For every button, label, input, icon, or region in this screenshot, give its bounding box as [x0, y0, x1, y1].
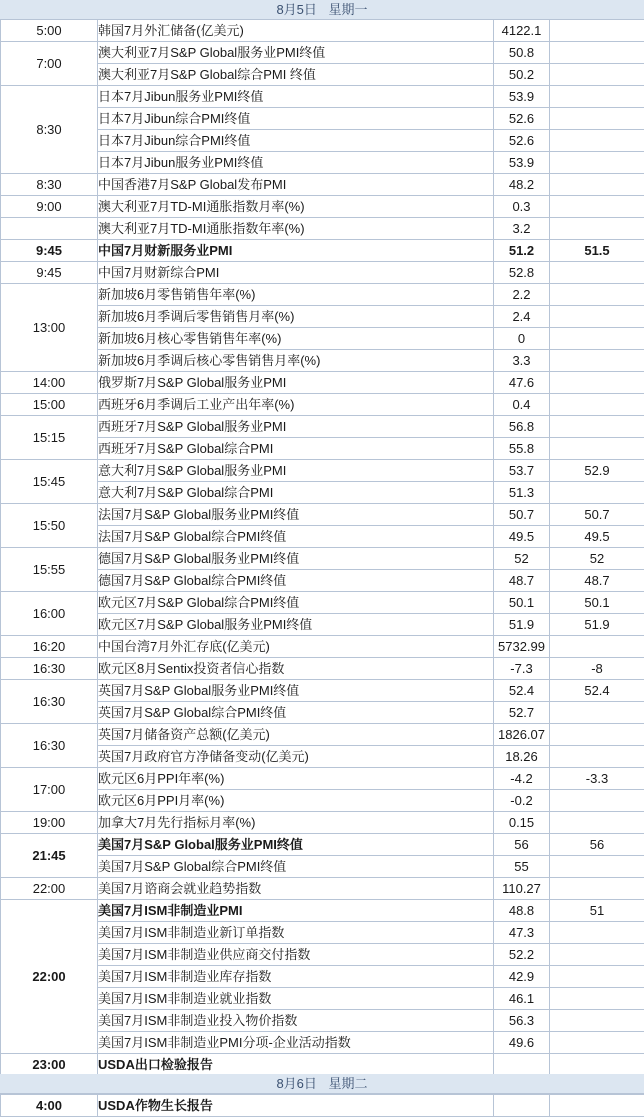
- event-cell: USDA作物生长报告: [98, 1095, 494, 1117]
- event-cell: 德国7月S&P Global综合PMI终值: [98, 570, 494, 592]
- time-cell: 16:00: [1, 592, 98, 636]
- forecast-value-cell: [550, 284, 644, 306]
- event-cell: 美国7月谘商会就业趋势指数: [98, 878, 494, 900]
- actual-value-cell: 53.9: [494, 152, 550, 174]
- forecast-value-cell: 52: [550, 548, 644, 570]
- forecast-value-cell: [550, 196, 644, 218]
- forecast-value-cell: [550, 878, 644, 900]
- actual-value-cell: 56.8: [494, 416, 550, 438]
- day-date: 8月6日: [276, 1076, 316, 1091]
- forecast-value-cell: 52.9: [550, 460, 644, 482]
- forecast-value-cell: [550, 812, 644, 834]
- table-row: [1, 1010, 644, 1032]
- actual-value-cell: 52.6: [494, 108, 550, 130]
- event-cell: 新加坡6月季调后零售销售月率(%): [98, 306, 494, 328]
- forecast-value-cell: [550, 64, 644, 86]
- table-row: [1, 944, 644, 966]
- table-row: [1, 548, 644, 570]
- table-row: [1, 152, 644, 174]
- table-row: [1, 526, 644, 548]
- table-row: [1, 1095, 644, 1117]
- table-row: [1, 218, 644, 240]
- forecast-value-cell: [550, 1010, 644, 1032]
- time-cell: 19:00: [1, 812, 98, 834]
- time-cell: 23:00: [1, 1054, 98, 1076]
- actual-value-cell: 2.2: [494, 284, 550, 306]
- forecast-value-cell: [550, 1032, 644, 1054]
- forecast-value-cell: 51: [550, 900, 644, 922]
- calendar-table-aug6: [0, 1094, 644, 1117]
- event-cell: 西班牙7月S&P Global综合PMI: [98, 438, 494, 460]
- time-cell: 16:30: [1, 724, 98, 768]
- actual-value-cell: 51.3: [494, 482, 550, 504]
- time-cell: 15:55: [1, 548, 98, 592]
- actual-value-cell: 52.2: [494, 944, 550, 966]
- forecast-value-cell: [550, 724, 644, 746]
- forecast-value-cell: 51.9: [550, 614, 644, 636]
- table-row: [1, 966, 644, 988]
- event-cell: 美国7月S&P Global服务业PMI终值: [98, 834, 494, 856]
- forecast-value-cell: [550, 966, 644, 988]
- forecast-value-cell: 51.5: [550, 240, 644, 262]
- table-row: [1, 856, 644, 878]
- table-row: [1, 196, 644, 218]
- event-cell: 中国香港7月S&P Global发布PMI: [98, 174, 494, 196]
- event-cell: 法国7月S&P Global服务业PMI终值: [98, 504, 494, 526]
- actual-value-cell: 51.9: [494, 614, 550, 636]
- event-cell: 西班牙6月季调后工业产出年率(%): [98, 394, 494, 416]
- table-row: [1, 988, 644, 1010]
- time-cell: 15:00: [1, 394, 98, 416]
- table-row: [1, 174, 644, 196]
- actual-value-cell: 52: [494, 548, 550, 570]
- table-row: [1, 328, 644, 350]
- forecast-value-cell: -3.3: [550, 768, 644, 790]
- time-cell: 21:45: [1, 834, 98, 878]
- actual-value-cell: 110.27: [494, 878, 550, 900]
- forecast-value-cell: [550, 306, 644, 328]
- event-cell: 美国7月S&P Global综合PMI终值: [98, 856, 494, 878]
- event-cell: USDA出口检验报告: [98, 1054, 494, 1076]
- forecast-value-cell: 49.5: [550, 526, 644, 548]
- day-weekday: 星期二: [329, 1076, 368, 1091]
- forecast-value-cell: [550, 86, 644, 108]
- event-cell: 美国7月ISM非制造业就业指数: [98, 988, 494, 1010]
- calendar-table-aug5: [0, 19, 644, 1076]
- forecast-value-cell: [550, 790, 644, 812]
- event-cell: 德国7月S&P Global服务业PMI终值: [98, 548, 494, 570]
- actual-value-cell: 50.7: [494, 504, 550, 526]
- table-row: [1, 702, 644, 724]
- time-cell: 14:00: [1, 372, 98, 394]
- forecast-value-cell: [550, 350, 644, 372]
- table-row: [1, 724, 644, 746]
- time-cell: 8:30: [1, 174, 98, 196]
- event-cell: 法国7月S&P Global综合PMI终值: [98, 526, 494, 548]
- table-row: [1, 240, 644, 262]
- table-row: [1, 416, 644, 438]
- actual-value-cell: 49.5: [494, 526, 550, 548]
- table-row: [1, 900, 644, 922]
- table-row: [1, 86, 644, 108]
- forecast-value-cell: [550, 218, 644, 240]
- event-cell: 新加坡6月零售销售年率(%): [98, 284, 494, 306]
- event-cell: 新加坡6月季调后核心零售销售月率(%): [98, 350, 494, 372]
- forecast-value-cell: [550, 746, 644, 768]
- day-weekday: 星期一: [329, 2, 368, 17]
- forecast-value-cell: [550, 636, 644, 658]
- event-cell: 中国7月财新综合PMI: [98, 262, 494, 284]
- forecast-value-cell: 48.7: [550, 570, 644, 592]
- table-row: [1, 504, 644, 526]
- actual-value-cell: 55.8: [494, 438, 550, 460]
- event-cell: 英国7月储备资产总额(亿美元): [98, 724, 494, 746]
- event-cell: 英国7月S&P Global服务业PMI终值: [98, 680, 494, 702]
- actual-value-cell: 49.6: [494, 1032, 550, 1054]
- forecast-value-cell: [550, 328, 644, 350]
- event-cell: 欧元区6月PPI月率(%): [98, 790, 494, 812]
- actual-value-cell: 0.15: [494, 812, 550, 834]
- table-row: [1, 372, 644, 394]
- event-cell: 日本7月Jibun服务业PMI终值: [98, 86, 494, 108]
- actual-value-cell: 50.1: [494, 592, 550, 614]
- event-cell: 澳大利亚7月TD-MI通胀指数月率(%): [98, 196, 494, 218]
- time-cell: 4:00: [1, 1095, 98, 1117]
- time-cell: 22:00: [1, 900, 98, 1054]
- table-row: [1, 1032, 644, 1054]
- actual-value-cell: [494, 1054, 550, 1076]
- table-row: [1, 790, 644, 812]
- forecast-value-cell: [550, 108, 644, 130]
- forecast-value-cell: [550, 42, 644, 64]
- table-row: [1, 658, 644, 680]
- forecast-value-cell: [550, 174, 644, 196]
- actual-value-cell: 0.4: [494, 394, 550, 416]
- time-cell: 15:45: [1, 460, 98, 504]
- actual-value-cell: [494, 1095, 550, 1117]
- actual-value-cell: 0: [494, 328, 550, 350]
- actual-value-cell: 0.3: [494, 196, 550, 218]
- actual-value-cell: 51.2: [494, 240, 550, 262]
- actual-value-cell: -0.2: [494, 790, 550, 812]
- time-cell: 13:00: [1, 284, 98, 372]
- actual-value-cell: 48.7: [494, 570, 550, 592]
- event-cell: 中国台湾7月外汇存底(亿美元): [98, 636, 494, 658]
- table-row: [1, 592, 644, 614]
- forecast-value-cell: [550, 856, 644, 878]
- event-cell: 欧元区6月PPI年率(%): [98, 768, 494, 790]
- actual-value-cell: 2.4: [494, 306, 550, 328]
- forecast-value-cell: [550, 922, 644, 944]
- table-row: [1, 130, 644, 152]
- actual-value-cell: 52.6: [494, 130, 550, 152]
- event-cell: 新加坡6月核心零售销售年率(%): [98, 328, 494, 350]
- day-date: 8月5日: [276, 2, 316, 17]
- event-cell: 欧元区7月S&P Global服务业PMI终值: [98, 614, 494, 636]
- table-row: [1, 614, 644, 636]
- time-cell: 9:45: [1, 240, 98, 262]
- time-cell: 16:30: [1, 658, 98, 680]
- actual-value-cell: 3.3: [494, 350, 550, 372]
- table-row: [1, 922, 644, 944]
- actual-value-cell: 5732.99: [494, 636, 550, 658]
- day-header-aug6: [0, 1074, 644, 1094]
- day-header-aug5: [0, 0, 644, 20]
- forecast-value-cell: [550, 372, 644, 394]
- event-cell: 日本7月Jibun服务业PMI终值: [98, 152, 494, 174]
- table-row: [1, 64, 644, 86]
- table-row: [1, 262, 644, 284]
- event-cell: 意大利7月S&P Global综合PMI: [98, 482, 494, 504]
- event-cell: 美国7月ISM非制造业PMI: [98, 900, 494, 922]
- forecast-value-cell: 50.7: [550, 504, 644, 526]
- forecast-value-cell: [550, 944, 644, 966]
- event-cell: 日本7月Jibun综合PMI终值: [98, 108, 494, 130]
- table-row: [1, 460, 644, 482]
- actual-value-cell: 50.8: [494, 42, 550, 64]
- actual-value-cell: 52.8: [494, 262, 550, 284]
- time-cell: [1, 218, 98, 240]
- actual-value-cell: 52.7: [494, 702, 550, 724]
- actual-value-cell: 47.6: [494, 372, 550, 394]
- actual-value-cell: 4122.1: [494, 20, 550, 42]
- actual-value-cell: 48.8: [494, 900, 550, 922]
- table-row: [1, 680, 644, 702]
- event-cell: 俄罗斯7月S&P Global服务业PMI: [98, 372, 494, 394]
- forecast-value-cell: [550, 416, 644, 438]
- forecast-value-cell: [550, 1095, 644, 1117]
- time-cell: 5:00: [1, 20, 98, 42]
- table-row: [1, 768, 644, 790]
- actual-value-cell: -4.2: [494, 768, 550, 790]
- actual-value-cell: 48.2: [494, 174, 550, 196]
- time-cell: 22:00: [1, 878, 98, 900]
- actual-value-cell: 56.3: [494, 1010, 550, 1032]
- event-cell: 韩国7月外汇储备(亿美元): [98, 20, 494, 42]
- event-cell: 澳大利亚7月TD-MI通胀指数年率(%): [98, 218, 494, 240]
- table-row: [1, 350, 644, 372]
- time-cell: 16:30: [1, 680, 98, 724]
- time-cell: 16:20: [1, 636, 98, 658]
- event-cell: 意大利7月S&P Global服务业PMI: [98, 460, 494, 482]
- actual-value-cell: 18.26: [494, 746, 550, 768]
- time-cell: 8:30: [1, 86, 98, 174]
- table-row: [1, 570, 644, 592]
- table-row: [1, 812, 644, 834]
- table-row: [1, 108, 644, 130]
- forecast-value-cell: [550, 130, 644, 152]
- time-cell: 17:00: [1, 768, 98, 812]
- event-cell: 美国7月ISM非制造业PMI分项-企业活动指数: [98, 1032, 494, 1054]
- time-cell: 15:15: [1, 416, 98, 460]
- table-row: [1, 878, 644, 900]
- actual-value-cell: 55: [494, 856, 550, 878]
- forecast-value-cell: [550, 152, 644, 174]
- actual-value-cell: 53.7: [494, 460, 550, 482]
- forecast-value-cell: [550, 482, 644, 504]
- actual-value-cell: 1826.07: [494, 724, 550, 746]
- event-cell: 美国7月ISM非制造业库存指数: [98, 966, 494, 988]
- forecast-value-cell: [550, 988, 644, 1010]
- event-cell: 美国7月ISM非制造业供应商交付指数: [98, 944, 494, 966]
- actual-value-cell: 46.1: [494, 988, 550, 1010]
- forecast-value-cell: [550, 394, 644, 416]
- event-cell: 英国7月S&P Global综合PMI终值: [98, 702, 494, 724]
- actual-value-cell: -7.3: [494, 658, 550, 680]
- event-cell: 中国7月财新服务业PMI: [98, 240, 494, 262]
- table-row: [1, 306, 644, 328]
- table-row: [1, 834, 644, 856]
- actual-value-cell: 42.9: [494, 966, 550, 988]
- table-row: [1, 438, 644, 460]
- table-row: [1, 482, 644, 504]
- event-cell: 欧元区8月Sentix投资者信心指数: [98, 658, 494, 680]
- table-row: [1, 394, 644, 416]
- actual-value-cell: 53.9: [494, 86, 550, 108]
- time-cell: 7:00: [1, 42, 98, 86]
- forecast-value-cell: 50.1: [550, 592, 644, 614]
- forecast-value-cell: [550, 1054, 644, 1076]
- event-cell: 澳大利亚7月S&P Global综合PMI 终值: [98, 64, 494, 86]
- forecast-value-cell: 56: [550, 834, 644, 856]
- actual-value-cell: 47.3: [494, 922, 550, 944]
- actual-value-cell: 56: [494, 834, 550, 856]
- event-cell: 欧元区7月S&P Global综合PMI终值: [98, 592, 494, 614]
- actual-value-cell: 3.2: [494, 218, 550, 240]
- forecast-value-cell: [550, 438, 644, 460]
- event-cell: 美国7月ISM非制造业投入物价指数: [98, 1010, 494, 1032]
- table-row: [1, 42, 644, 64]
- time-cell: 9:00: [1, 196, 98, 218]
- event-cell: 美国7月ISM非制造业新订单指数: [98, 922, 494, 944]
- forecast-value-cell: [550, 262, 644, 284]
- time-cell: 9:45: [1, 262, 98, 284]
- table-row: [1, 284, 644, 306]
- actual-value-cell: 52.4: [494, 680, 550, 702]
- table-row: [1, 636, 644, 658]
- table-row: [1, 20, 644, 42]
- event-cell: 英国7月政府官方净储备变动(亿美元): [98, 746, 494, 768]
- forecast-value-cell: 52.4: [550, 680, 644, 702]
- event-cell: 西班牙7月S&P Global服务业PMI: [98, 416, 494, 438]
- table-row: [1, 746, 644, 768]
- event-cell: 日本7月Jibun综合PMI终值: [98, 130, 494, 152]
- actual-value-cell: 50.2: [494, 64, 550, 86]
- table-row: [1, 1054, 644, 1076]
- forecast-value-cell: [550, 702, 644, 724]
- time-cell: 15:50: [1, 504, 98, 548]
- forecast-value-cell: -8: [550, 658, 644, 680]
- event-cell: 加拿大7月先行指标月率(%): [98, 812, 494, 834]
- event-cell: 澳大利亚7月S&P Global服务业PMI终值: [98, 42, 494, 64]
- forecast-value-cell: [550, 20, 644, 42]
